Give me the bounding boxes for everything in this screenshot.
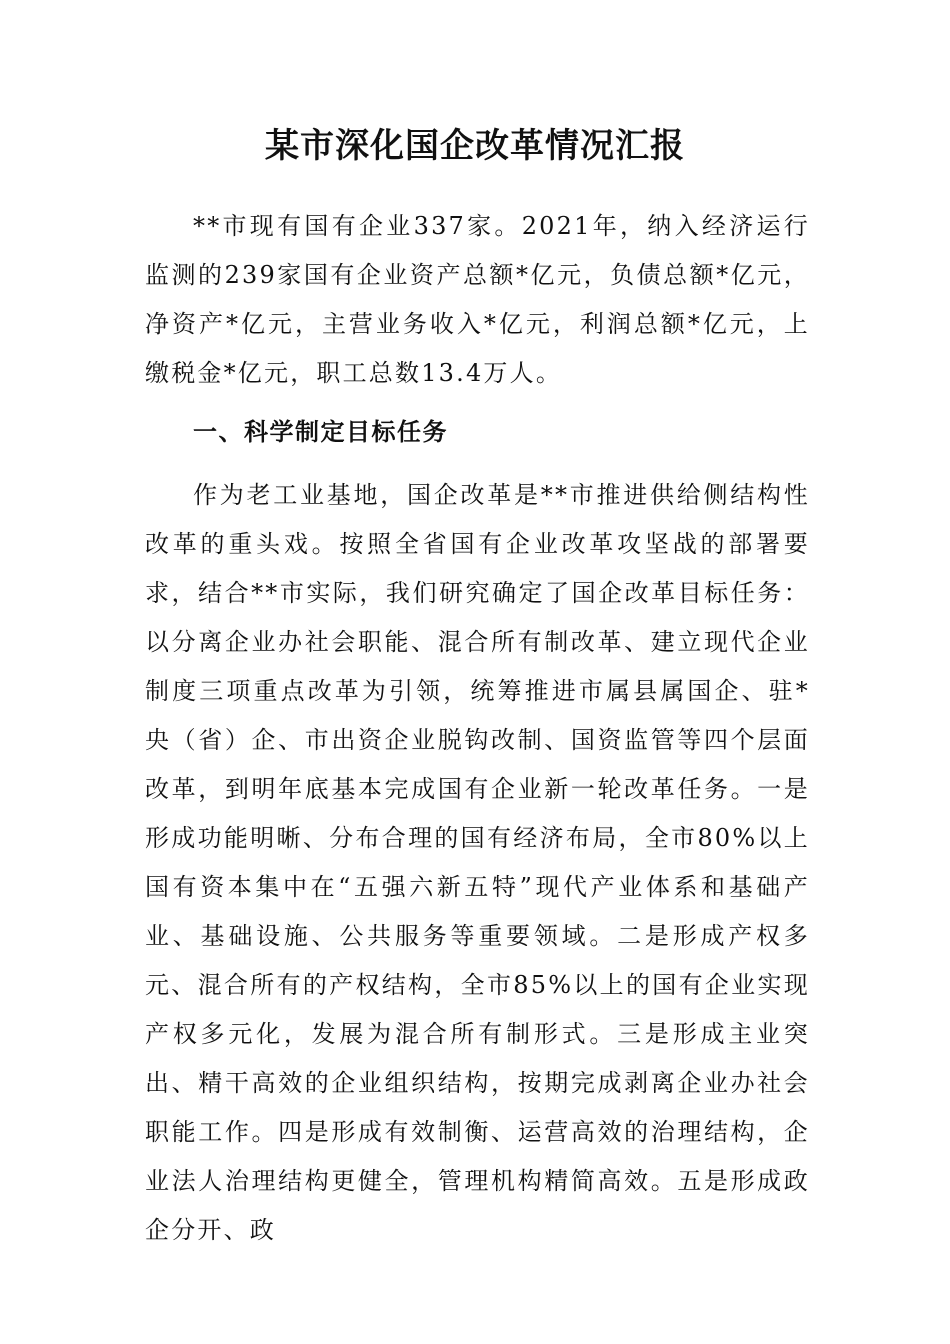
section-paragraph: 作为老工业基地，国企改革是**市推进供给侧结构性改革的重头戏。按照全省国有企业改革攻坚战的部署要求，结合**市实际，我们研究确定了国企改革目标任务：以分离企业办社会职能、混合所有制改革、建立现代企业制度三项重点改革为引领，统筹推进市属县属国企、驻*央（省）企、市出资企业脱钩改制、国资监管等四个层面改革，到明年底基本完成国有企业新一轮改革任务。一是形成功能明晰、分布合理的国有经济布局，全市80%以上国有资本集中在“五强六新五特”现代产业体系和基础产业、基础设施、公共服务等重要领域。二是形成产权多元、混合所有的产权结构，全市85%以上的国有企业实现产权多元化，发展为混合所有制形式。三是形成主业突出、精干高效的企业组织结构，按期完成剥离企业办社会职能工作。四是形成有效制衡、运营高效的治理结构，企业法人治理结构更健全，管理机构精简高效。五是形成政企分开、政 <box>145 481 810 1244</box>
document-title: 某市深化国企改革情况汇报 <box>265 126 685 166</box>
section-heading: 一、科学制定目标任务 <box>193 418 448 446</box>
intro-paragraph: **市现有国有企业337家。2021年，纳入经济运行监测的239家国有企业资产总额*亿元，负债总额*亿元，净资产*亿元，主营业务收入*亿元，利润总额*亿元，上缴税金*亿元，职工总数13.4万人。 <box>145 212 810 387</box>
